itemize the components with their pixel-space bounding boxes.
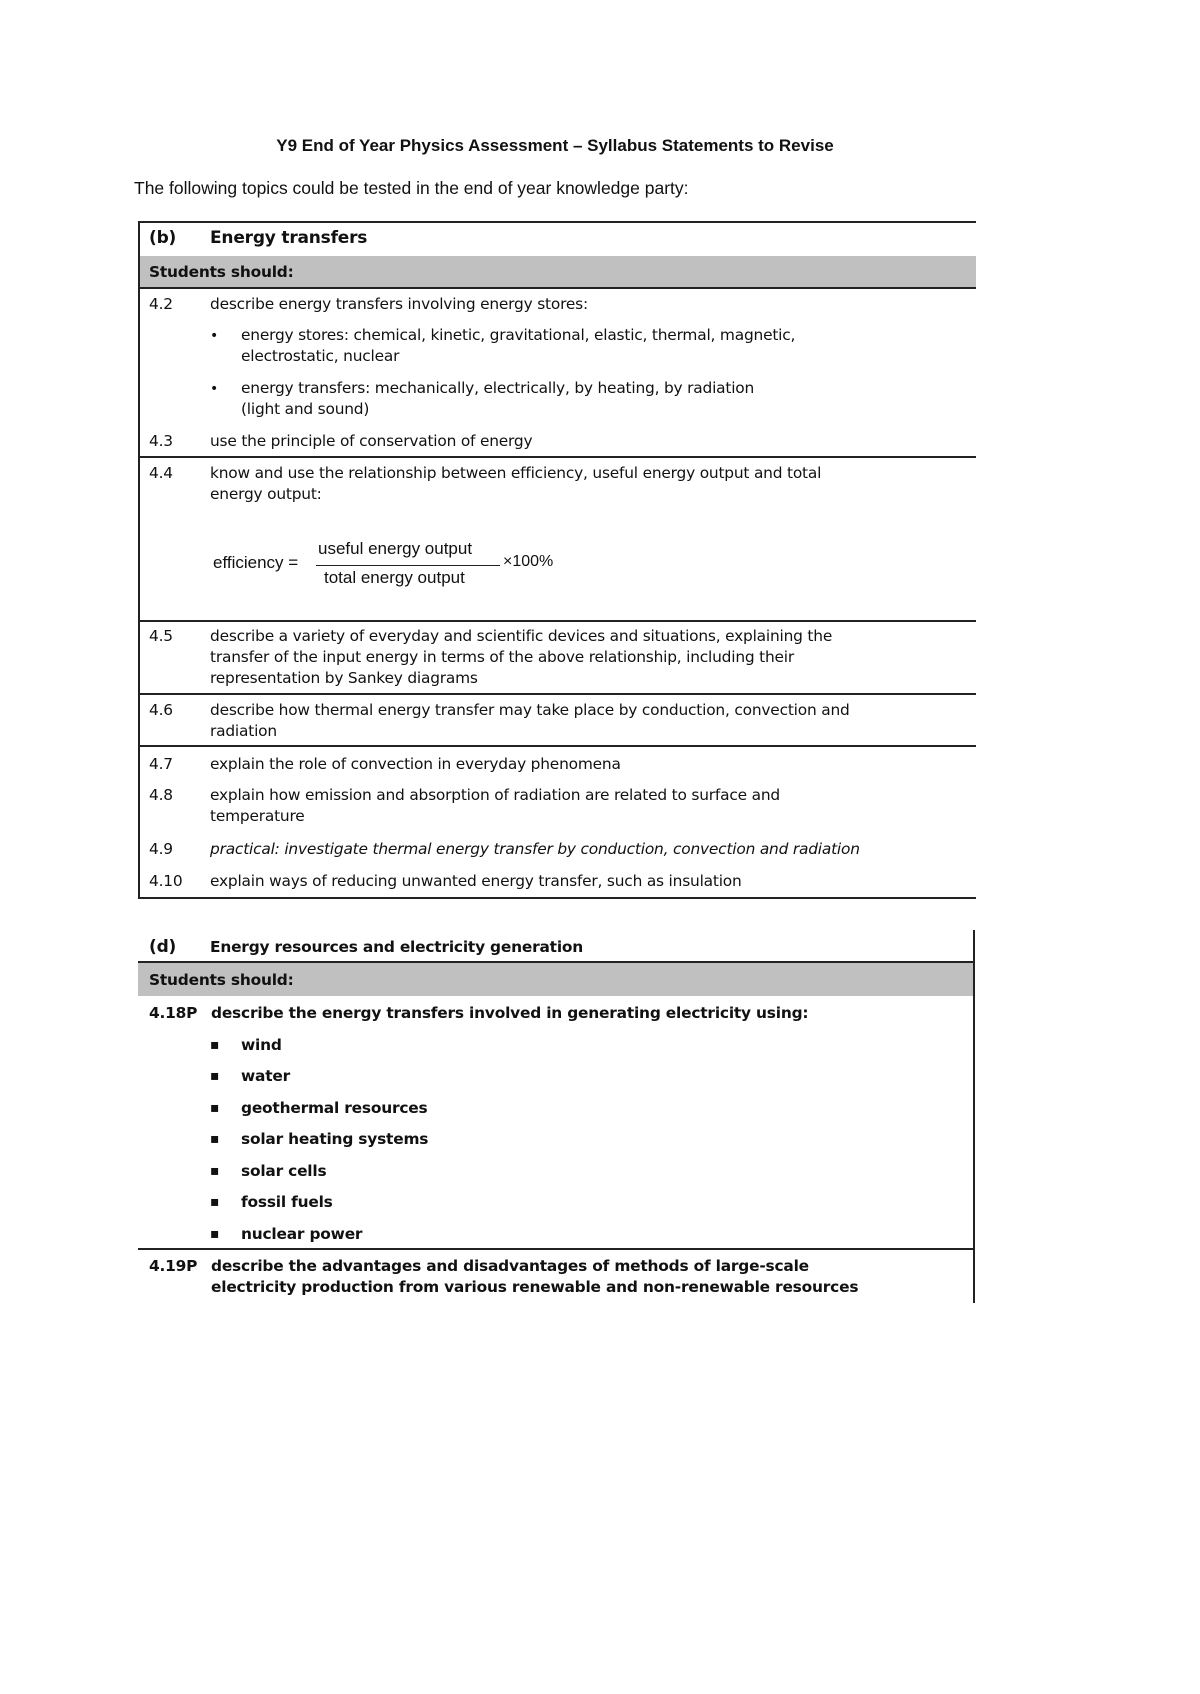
equation-denominator: total energy output bbox=[324, 568, 465, 587]
divider bbox=[138, 1248, 975, 1250]
statement-text: describe the advantages and disadvantages of methods of large-scale electricity production from various renewable and non-renewable resources bbox=[211, 1257, 859, 1296]
divider bbox=[138, 745, 976, 747]
bullet-icon: ▪ bbox=[210, 1131, 220, 1147]
statement-text: use the principle of conservation of energy bbox=[210, 432, 533, 450]
statement-number: 4.4 bbox=[149, 464, 173, 482]
statement-number: 4.2 bbox=[149, 295, 173, 313]
statement-text: practical: investigate thermal energy transfer by conduction, convection and radiation bbox=[210, 840, 860, 858]
divider bbox=[138, 693, 976, 695]
bullet-icon: ▪ bbox=[210, 1068, 220, 1084]
equation-lhs: efficiency = bbox=[213, 553, 299, 572]
statement-text: explain the role of convection in everyday phenomena bbox=[210, 755, 621, 773]
bullet-icon: ▪ bbox=[210, 1100, 220, 1116]
divider bbox=[138, 221, 140, 899]
bullet-text: geothermal resources bbox=[241, 1099, 428, 1117]
bullet-icon: • bbox=[210, 328, 219, 344]
divider bbox=[138, 620, 976, 622]
divider bbox=[138, 287, 976, 289]
bullet-icon: ▪ bbox=[210, 1037, 220, 1053]
statement-text: describe how thermal energy transfer may take place by conduction, convection and radiation bbox=[210, 701, 850, 740]
intro-text: The following topics could be tested in the end of year knowledge party: bbox=[134, 178, 689, 198]
equation-factor: ×100% bbox=[503, 553, 554, 570]
equation-numerator: useful energy output bbox=[318, 539, 473, 558]
bullet-icon: • bbox=[210, 381, 219, 397]
bullet-icon: ▪ bbox=[210, 1226, 220, 1242]
students-should-label: Students should: bbox=[149, 971, 294, 989]
bullet-text: solar heating systems bbox=[241, 1130, 429, 1148]
statement-text: know and use the relationship between efficiency, useful energy output and total energy output: bbox=[210, 464, 822, 503]
statement-number: 4.19P bbox=[149, 1257, 198, 1275]
divider bbox=[138, 897, 976, 899]
bullet-text: water bbox=[241, 1067, 290, 1085]
fraction-bar bbox=[316, 565, 500, 566]
bullet-icon: ▪ bbox=[210, 1194, 220, 1210]
statement-number: 4.8 bbox=[149, 786, 173, 804]
statement-text: describe energy transfers involving energy stores: bbox=[210, 295, 588, 313]
statement-number: 4.18P bbox=[149, 1004, 198, 1022]
divider bbox=[138, 221, 976, 223]
bullet-text: solar cells bbox=[241, 1162, 327, 1180]
students-should-label: Students should: bbox=[149, 263, 294, 281]
section-heading: Energy resources and electricity generation bbox=[210, 938, 584, 956]
statement-text: describe a variety of everyday and scientific devices and situations, explaining the transfer of the input energy in terms of the above relationship, including their representation by Sankey diagrams bbox=[210, 627, 833, 687]
divider bbox=[138, 456, 976, 458]
statement-text: explain ways of reducing unwanted energy transfer, such as insulation bbox=[210, 872, 742, 890]
section-code: (d) bbox=[149, 937, 177, 957]
bullet-text: fossil fuels bbox=[241, 1193, 333, 1211]
bullet-text: energy transfers: mechanically, electrically, by heating, by radiation (light and sound) bbox=[241, 379, 755, 418]
bullet-text: wind bbox=[241, 1036, 282, 1054]
statement-number: 4.10 bbox=[149, 872, 183, 890]
statement-number: 4.6 bbox=[149, 701, 173, 719]
statement-text: explain how emission and absorption of radiation are related to surface and temperature bbox=[210, 786, 780, 825]
section-heading: Energy transfers bbox=[210, 228, 368, 248]
bullet-text: energy stores: chemical, kinetic, gravitational, elastic, thermal, magnetic, electrostatic, nuclear bbox=[241, 326, 796, 365]
bullet-icon: ▪ bbox=[210, 1163, 220, 1179]
statement-text: describe the energy transfers involved in generating electricity using: bbox=[211, 1004, 809, 1022]
page-title: Y9 End of Year Physics Assessment – Syllabus Statements to Revise bbox=[276, 136, 834, 155]
statement-number: 4.9 bbox=[149, 840, 173, 858]
statement-number: 4.7 bbox=[149, 755, 173, 773]
statement-number: 4.3 bbox=[149, 432, 173, 450]
section-code: (b) bbox=[149, 228, 177, 248]
bullet-text: nuclear power bbox=[241, 1225, 363, 1243]
statement-number: 4.5 bbox=[149, 627, 173, 645]
